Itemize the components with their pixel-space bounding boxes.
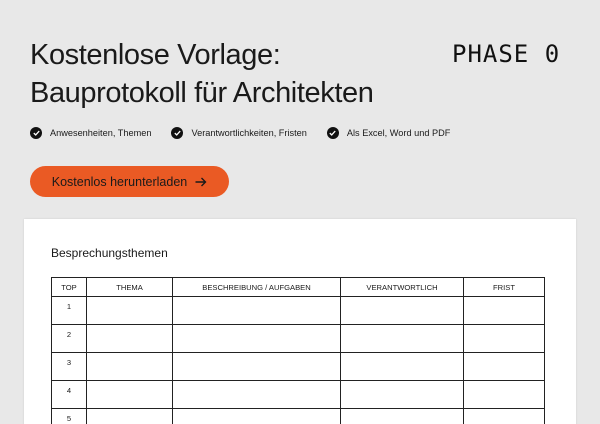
row-number: 4 — [52, 381, 87, 409]
table-cell — [464, 381, 545, 409]
feature-label: Als Excel, Word und PDF — [346, 128, 451, 138]
table-cell — [341, 381, 464, 409]
column-header-frist: FRIST — [464, 278, 545, 297]
template-preview-sheet — [24, 219, 576, 424]
headline-line-1: Kostenlose Vorlage: — [30, 39, 281, 71]
table-cell — [464, 409, 545, 424]
arrow-right-icon — [195, 177, 207, 187]
table-cell — [173, 353, 341, 381]
row-number: 1 — [52, 297, 87, 325]
meeting-topics-table — [51, 277, 545, 424]
table-cell — [341, 353, 464, 381]
table-cell — [464, 353, 545, 381]
column-header-thema: THEMA — [87, 278, 173, 297]
row-number: 2 — [52, 325, 87, 353]
table-header-row — [52, 278, 545, 297]
row-number: 5 — [52, 409, 87, 424]
download-button[interactable] — [30, 166, 229, 197]
table-cell — [173, 297, 341, 325]
check-circle-icon — [30, 127, 42, 139]
table-cell — [173, 409, 341, 424]
table-cell — [173, 381, 341, 409]
feature-item — [171, 127, 306, 139]
column-header-verantwortlich: VERANTWORTLICH — [341, 278, 464, 297]
headline-line-2: Bauprotokoll für Architekten — [30, 77, 374, 109]
row-number: 3 — [52, 353, 87, 381]
table-row — [52, 409, 545, 424]
feature-label: Verantwortlichkeiten, Fristen — [191, 128, 307, 138]
feature-list — [30, 126, 470, 140]
table-cell — [87, 353, 173, 381]
table-cell — [341, 325, 464, 353]
table-row — [52, 381, 545, 409]
table-cell — [87, 381, 173, 409]
page-headline — [30, 36, 373, 112]
table-cell — [87, 297, 173, 325]
feature-item — [30, 127, 151, 139]
download-button-label: Kostenlos herunterladen — [51, 174, 188, 189]
table-row — [52, 353, 545, 381]
table-row — [52, 325, 545, 353]
table-cell — [464, 297, 545, 325]
check-circle-icon — [171, 127, 183, 139]
table-row — [52, 297, 545, 325]
feature-item — [327, 127, 450, 139]
table-cell — [464, 325, 545, 353]
check-circle-icon — [327, 127, 339, 139]
sheet-title: Besprechungsthemen — [51, 246, 168, 260]
column-header-beschreibung: BESCHREIBUNG / AUFGABEN — [173, 278, 341, 297]
table-cell — [341, 409, 464, 424]
table-cell — [173, 325, 341, 353]
column-header-top: TOP — [52, 278, 87, 297]
table-cell — [87, 409, 173, 424]
phase-0-logo[interactable]: PHASE 0 — [452, 40, 561, 68]
table-cell — [87, 325, 173, 353]
feature-label: Anwesenheiten, Themen — [50, 128, 152, 138]
table-cell — [341, 297, 464, 325]
